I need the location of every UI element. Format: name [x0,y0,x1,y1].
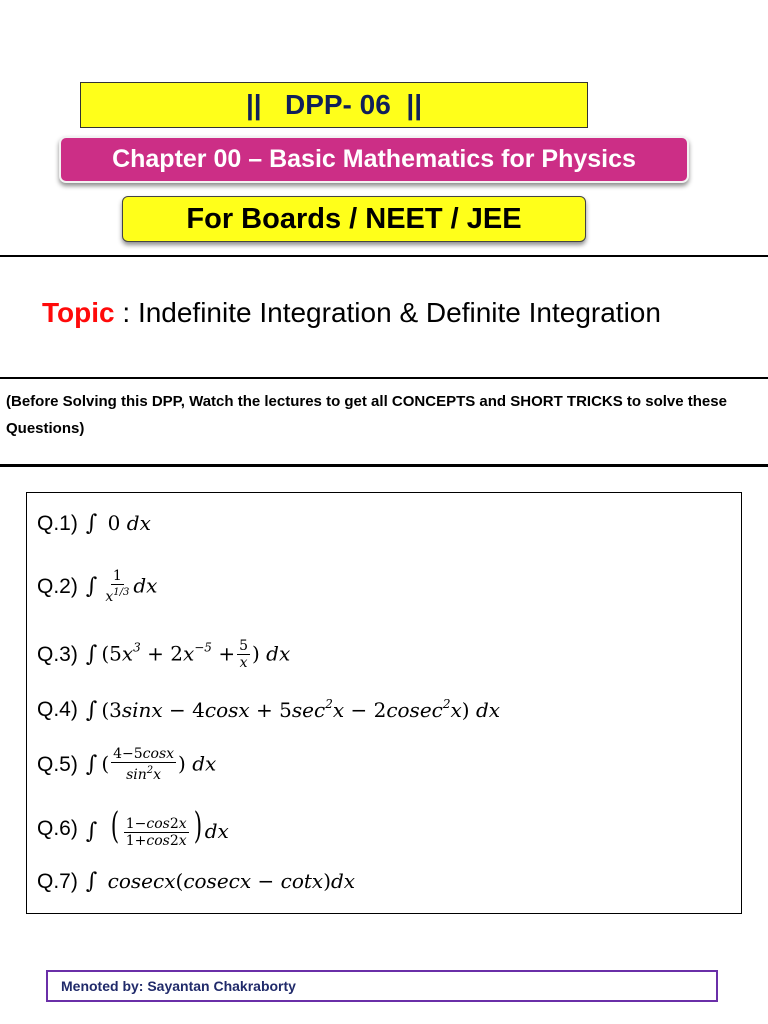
question-number: Q.1) [37,511,78,535]
question-number: Q.4) [37,698,78,721]
chapter-banner [59,136,689,183]
divider-top [0,255,768,257]
author-credit: Menoted by: Sayantan Chakraborty [61,978,296,994]
dpp-title: || DPP- 06 || [245,89,423,120]
questions-box [26,492,742,914]
question-4 [37,697,500,723]
question-number: Q.2) [37,575,78,598]
chapter-title: Chapter 00 – Basic Mathematics for Physics [112,145,636,173]
divider-middle [0,377,768,379]
question-2 [37,569,157,605]
question-expression: ∫ 0 dx [85,511,151,536]
exams-label: For Boards / NEET / JEE [186,202,522,235]
question-expression: ∫ $\frac{1}{x^{1/3}}$ dx [85,568,158,605]
topic-separator: : [114,297,138,328]
question-3 [37,639,290,671]
dpp-title-banner [80,82,588,128]
question-1 [37,511,151,536]
question-number: Q.6) [37,816,78,840]
topic-text: Indefinite Integration & Definite Integration [137,297,661,328]
divider-bottom [0,464,768,467]
question-expression: ∫ ( $\frac{4-5\cos x}{\sin^2x}$ ) dx [85,746,217,783]
author-footer [46,970,718,1002]
question-6 [37,806,229,849]
question-number: Q.5) [37,753,78,776]
instruction-note: (Before Solving this DPP, Watch the lectures to get all CONCEPTS and SHORT TRICKS to solve these Questions) [6,393,727,437]
question-expression: ∫ cosecx(cosecx − cotx)dx [85,869,356,894]
topic-line [42,297,661,329]
exams-banner [122,196,586,242]
question-number: Q.3) [37,643,78,666]
topic-label: Topic [42,297,115,328]
question-expression: ∫ ($5x^3 + 2x^{-5}$ + $\frac{5}{x}$ ) dx [85,638,291,671]
question-expression: ∫ ( $\frac{1-\cos 2x}{1+\cos 2x}$ ) dx [85,806,229,849]
question-expression: ∫ $(3\sin x - 4\cos x + 5\sec^2x - 2cosec^2x)$ dx [85,697,501,723]
question-5 [37,747,216,783]
question-number: Q.7) [37,869,78,893]
question-7 [37,869,355,894]
